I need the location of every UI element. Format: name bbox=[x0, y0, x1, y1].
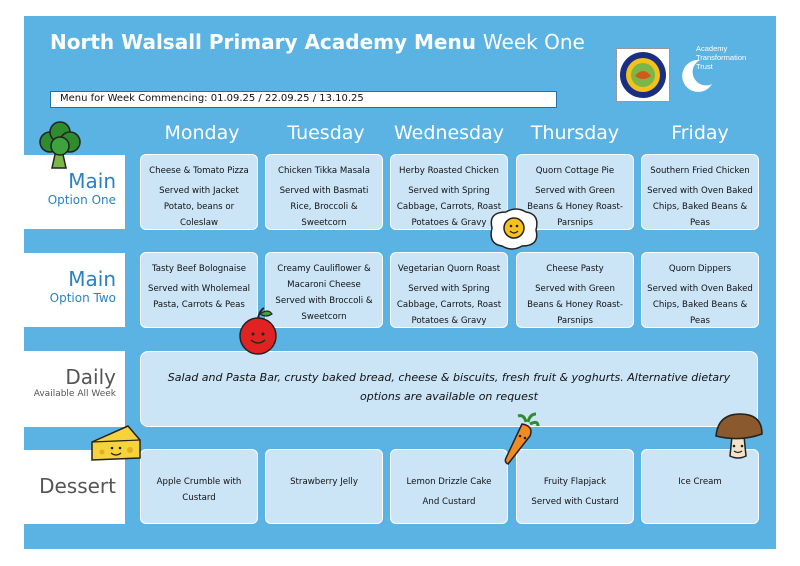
trust-name-line: Transformation bbox=[696, 53, 747, 62]
school-logo bbox=[616, 48, 670, 102]
dish-name: Lemon Drizzle Cake bbox=[406, 477, 492, 487]
dish-name: Herby Roasted Chicken bbox=[399, 166, 499, 176]
dish-sides: Served with Spring Cabbage, Carrots, Roast Potatoes & Gravy bbox=[396, 284, 502, 326]
row-label-title: Main bbox=[68, 267, 116, 291]
dish-sides: Served with Oven Baked Chips, Baked Beans & Peas bbox=[647, 186, 753, 228]
dish-sides: Served with Green Beans & Honey Roast-Parsnips bbox=[527, 284, 623, 326]
dish-name: Creamy Cauliflower & Macaroni Cheese bbox=[277, 264, 371, 290]
row-label-subtitle: Option One bbox=[47, 193, 116, 207]
dish-sides: Served with Spring Cabbage, Carrots, Roast Potatoes & Gravy bbox=[396, 186, 502, 228]
dish-name: Quorn Dippers bbox=[668, 264, 732, 274]
row-label-daily bbox=[24, 351, 125, 427]
apple-icon bbox=[234, 306, 282, 358]
dish-sides: Served with Oven Baked Chips, Baked Beans & Peas bbox=[647, 284, 753, 326]
dish-name: Cheese Pasty bbox=[546, 264, 604, 274]
row-label-subtitle: Available All Week bbox=[33, 389, 116, 399]
menu-cell bbox=[516, 252, 634, 328]
dish-name: Fruity Flapjack bbox=[543, 477, 607, 487]
day-header-friday: Friday bbox=[671, 122, 729, 144]
dish-name: Chicken Tikka Masala bbox=[278, 166, 370, 176]
menu-cell bbox=[641, 252, 759, 328]
dish-sides: Served with Green Beans & Honey Roast-Parsnips bbox=[527, 186, 623, 228]
day-header-tuesday: Tuesday bbox=[287, 122, 365, 144]
dish-name: Strawberry Jelly bbox=[290, 477, 358, 487]
menu-cell bbox=[140, 154, 258, 230]
cheese-icon bbox=[88, 420, 144, 466]
dish-name: Tasty Beef Bolognaise bbox=[151, 264, 247, 274]
broccoli-icon bbox=[36, 120, 84, 172]
menu-cell bbox=[265, 449, 383, 524]
dish-name: Southern Fried Chicken bbox=[650, 166, 750, 176]
menu-cell bbox=[140, 449, 258, 524]
daily-options-panel: Salad and Pasta Bar, crusty baked bread, cheese & biscuits, fresh fruit & yoghurts. Alternative dietary options are available on request bbox=[140, 351, 758, 427]
dish-sides: Served with Jacket Potato, beans or Coleslaw bbox=[159, 186, 239, 228]
dish-sides: And Custard bbox=[422, 497, 476, 507]
dish-name: Apple Crumble with Custard bbox=[156, 477, 242, 503]
carrot-icon bbox=[500, 412, 540, 468]
trust-name-line: Academy bbox=[696, 44, 728, 53]
menu-cell bbox=[641, 154, 759, 230]
menu-cell bbox=[265, 252, 383, 328]
dish-sides: Served with Basmati Rice, Broccoli & Sweetcorn bbox=[279, 186, 369, 228]
day-header-monday: Monday bbox=[164, 122, 240, 144]
dish-sides: Served with Wholemeal Pasta, Carrots & Peas bbox=[148, 284, 250, 310]
row-label-title: Main bbox=[68, 169, 116, 193]
day-header-thursday: Thursday bbox=[530, 122, 620, 144]
week-commencing-banner: Menu for Week Commencing: 01.09.25 / 22.09.25 / 13.10.25 bbox=[50, 91, 557, 108]
title-main: North Walsall Primary Academy Menu bbox=[50, 30, 476, 54]
dish-name: Cheese & Tomato Pizza bbox=[149, 166, 249, 176]
dish-name: Vegetarian Quorn Roast bbox=[397, 264, 501, 274]
menu-cell bbox=[265, 154, 383, 230]
menu-cell bbox=[390, 449, 508, 524]
dish-sides: Served with Custard bbox=[531, 497, 619, 507]
fried-egg-icon bbox=[486, 206, 542, 252]
dish-name: Ice Cream bbox=[678, 477, 722, 487]
title-week: Week One bbox=[482, 30, 585, 54]
day-header-wednesday: Wednesday bbox=[393, 122, 504, 144]
page-title bbox=[50, 30, 585, 54]
mushroom-icon bbox=[712, 410, 766, 462]
trust-logo bbox=[678, 44, 768, 94]
row-label-subtitle: Option Two bbox=[49, 291, 116, 305]
row-label-title: Daily bbox=[65, 365, 116, 389]
trust-name-line: Trust bbox=[696, 62, 713, 71]
menu-cell bbox=[390, 252, 508, 328]
dish-sides: Served with Broccoli & Sweetcorn bbox=[275, 296, 373, 322]
row-label-title: Dessert bbox=[39, 474, 116, 498]
dish-name: Quorn Cottage Pie bbox=[535, 166, 615, 176]
row-label-main-option-two bbox=[24, 253, 125, 327]
